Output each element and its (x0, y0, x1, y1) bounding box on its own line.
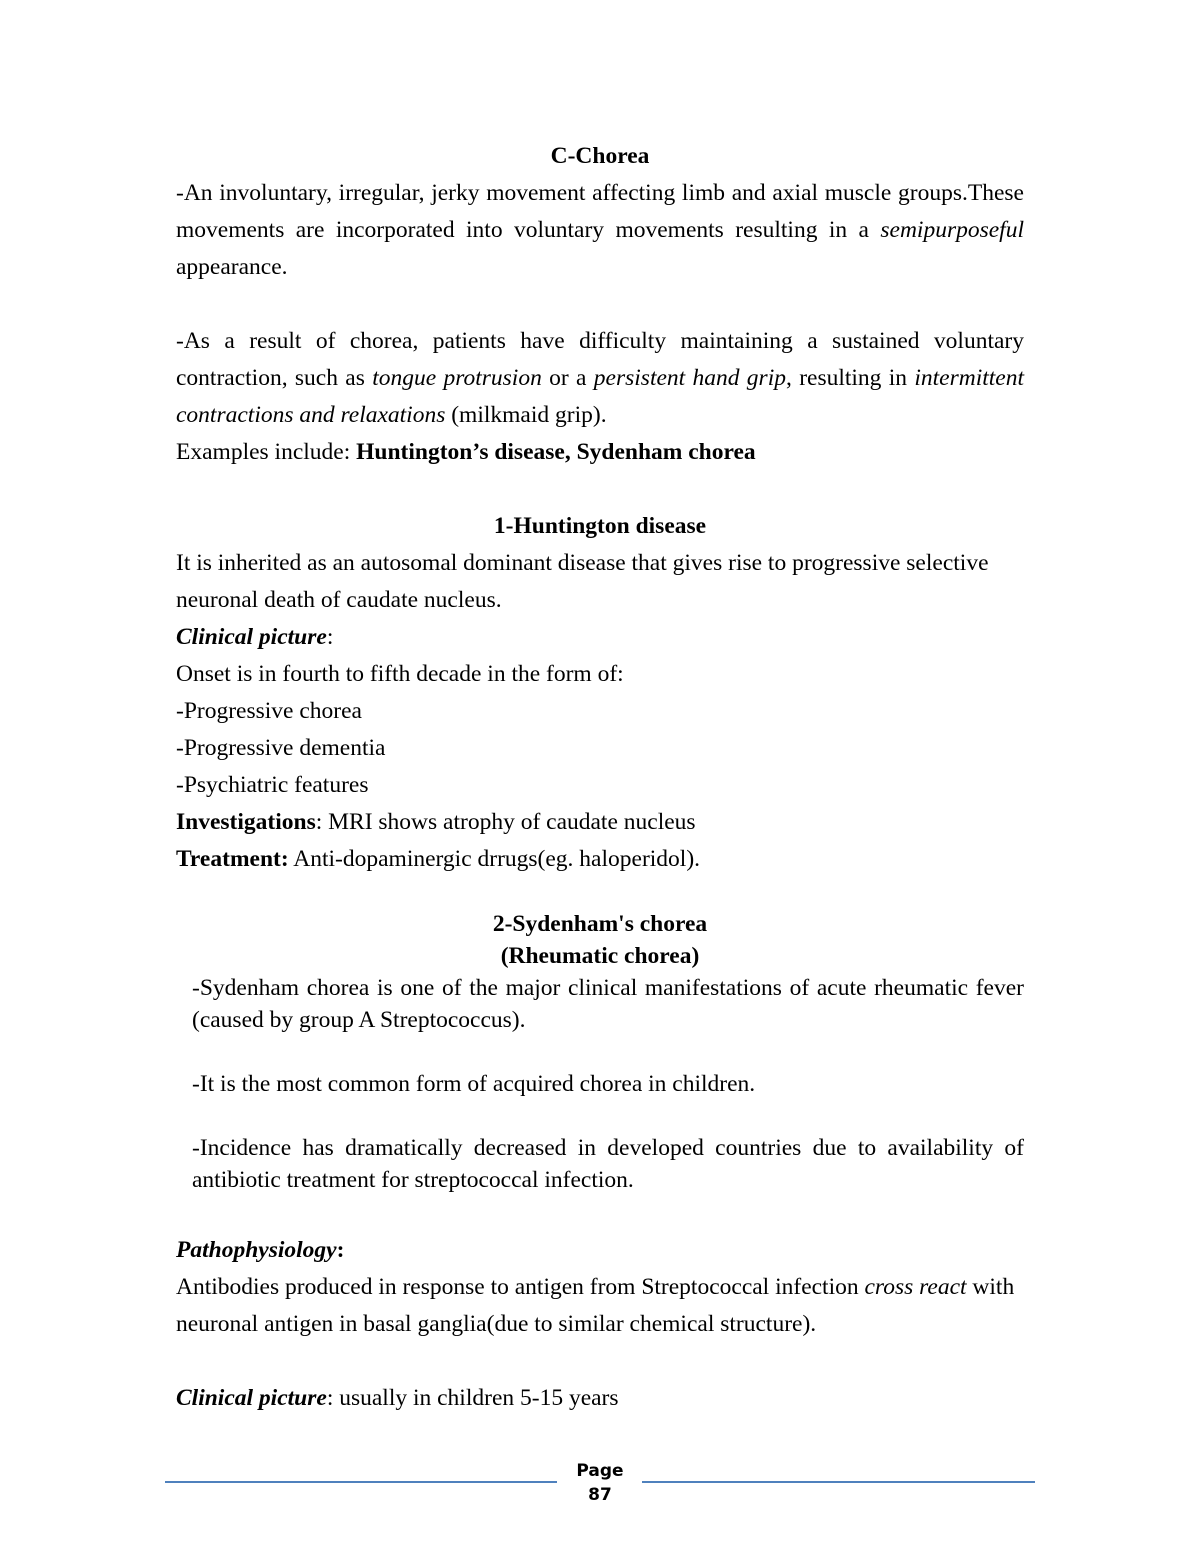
sydenham-point-1: -Sydenham chorea is one of the major clinical manifestations of acute rheumatic fever (caused by group A Streptococcus). (192, 975, 1024, 1033)
huntington-intro: It is inherited as an autosomal dominant disease that gives rise to progressive selective neuronal death of caudate nucleus. (176, 550, 989, 613)
chorea-definition: -An involuntary, irregular, jerky movement affecting limb and axial muscle groups.These movements are incorporated into voluntary movements resulting in a semipurposeful appearance. (176, 180, 1024, 280)
huntington-treatment: Treatment: Anti-dopaminergic drrugs(eg. haloperidol). (176, 846, 701, 872)
huntington-feature-1: -Progressive chorea (176, 698, 362, 724)
huntington-clinical-heading: Clinical picture: (176, 624, 334, 650)
sydenham-clinical-picture: Clinical picture: usually in children 5-15 years (176, 1385, 619, 1411)
chorea-result-paragraph: -As a result of chorea, patients have difficulty maintaining a sustained voluntary contraction, such as tongue protrusion or a persistent hand grip, resulting in intermittent contractions and relaxations (milkmaid grip). (176, 328, 1024, 428)
examples-line: Examples include: Huntington’s disease, Sydenham chorea (176, 439, 756, 465)
sydenham-point-3: -Incidence has dramatically decreased in developed countries due to availability of antibiotic treatment for streptococcal infection. (192, 1135, 1024, 1193)
huntington-feature-2: -Progressive dementia (176, 735, 386, 761)
footer-rule-right (642, 1481, 1035, 1483)
huntington-title: 1-Huntington disease (493, 513, 707, 539)
pathophysiology-text: Antibodies produced in response to antigen from Streptococcal infection cross react with neuronal antigen in basal ganglia(due to similar chemical structure). (176, 1274, 1015, 1337)
sydenham-subtitle: (Rheumatic chorea) (500, 943, 700, 969)
huntington-onset: Onset is in fourth to fifth decade in the form of: (176, 661, 624, 687)
pathophysiology-heading: Pathophysiology: (176, 1237, 345, 1263)
page-body (176, 138, 1024, 1417)
footer-page-label: Page (576, 1461, 624, 1481)
footer-rule-left (165, 1481, 557, 1483)
section-title: C-Chorea (550, 143, 650, 169)
footer-page-number: 87 (588, 1485, 612, 1505)
sydenham-point-2: -It is the most common form of acquired chorea in children. (192, 1071, 756, 1097)
sydenham-title: 2-Sydenham's chorea (492, 911, 708, 937)
huntington-investigations: Investigations: MRI shows atrophy of caudate nucleus (176, 809, 696, 835)
huntington-feature-3: -Psychiatric features (176, 772, 369, 798)
